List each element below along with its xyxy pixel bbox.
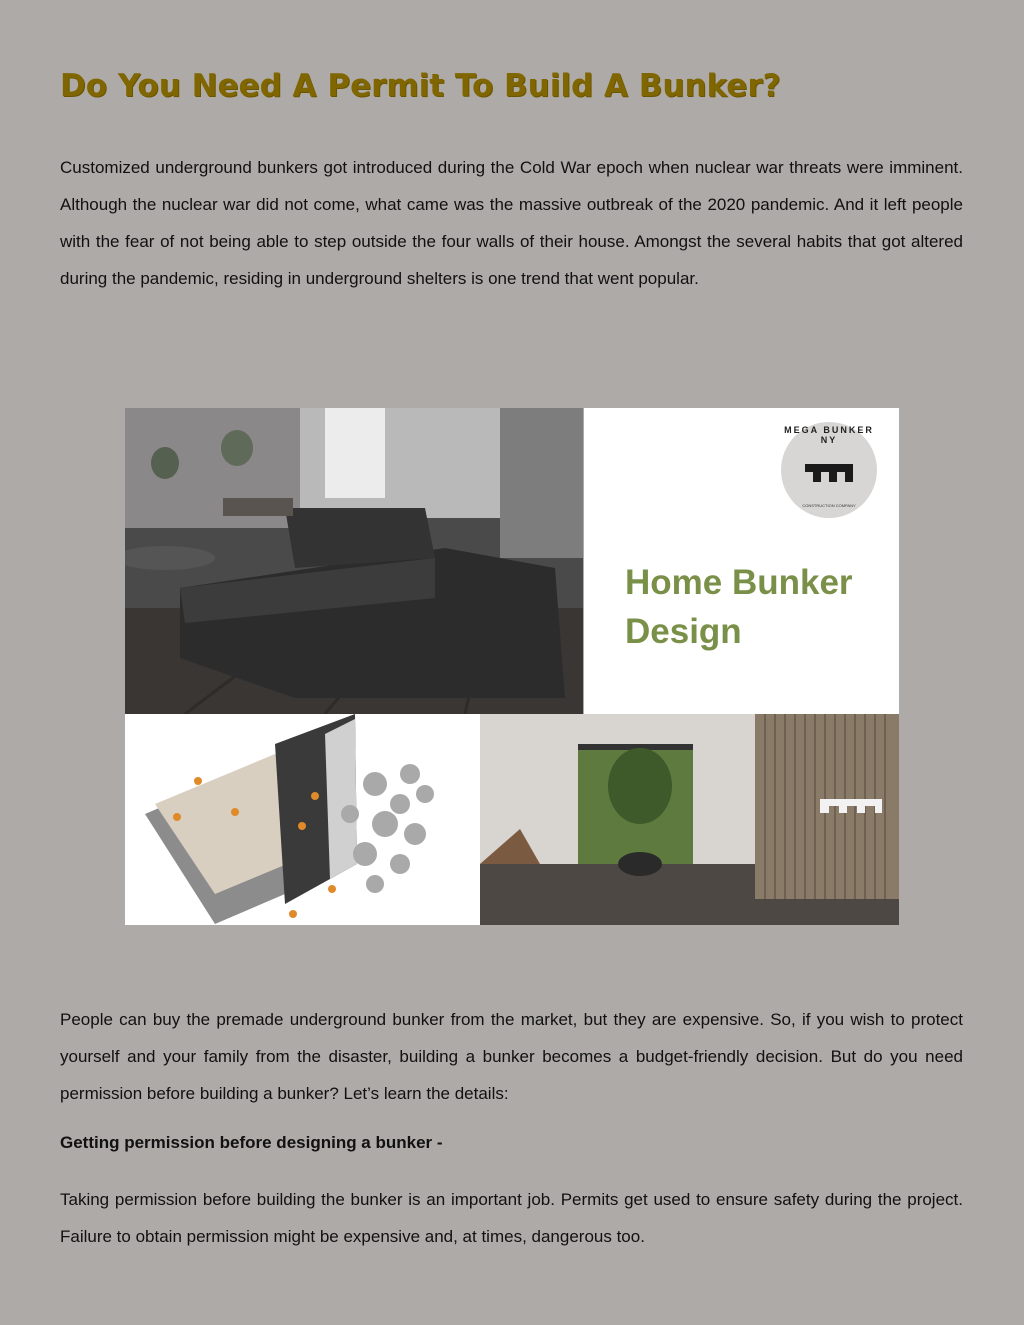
- image-collage: [125, 408, 899, 925]
- hallway-image: [480, 714, 899, 925]
- body-paragraph: People can buy the premade underground bunker from the market, but they are expensive. So, if you wish to protect yourself and your family from the disaster, building a bunker becomes a budget-friendly decision. But do you need permission before building a bunker? Let’s learn the details:: [60, 1010, 963, 1103]
- closing-paragraph: Taking permission before building the bunker is an important job. Permits get used to ensure safety during the project. Failure to obtain permission might be expensive and, at times, dangerous too.: [60, 1190, 963, 1246]
- page-title: Do You Need A Permit To Build A Bunker?: [60, 68, 781, 104]
- brand-heading: Home Bunker Design: [625, 563, 853, 651]
- logo-text: MEGA BUNKER NY: [784, 425, 874, 445]
- company-logo: [781, 422, 877, 518]
- section-subheading: Getting permission before designing a bunker -: [60, 1133, 443, 1152]
- intro-paragraph: Customized underground bunkers got introduced during the Cold War epoch when nuclear war threats were imminent. Although the nuclear war did not come, what came was the massive outbreak of the 2020 pandemic. And it left people with the fear of not being able to step outside the four walls of their house. Amongst the several habits that got altered during the pandemic, residing in underground shelters is one trend that went popular.: [60, 158, 963, 288]
- brand-panel: [584, 408, 899, 714]
- logo-subtext: CONSTRUCTION COMPANY: [802, 503, 856, 508]
- living-room-image: [125, 408, 583, 714]
- construction-layers-image: [125, 714, 480, 925]
